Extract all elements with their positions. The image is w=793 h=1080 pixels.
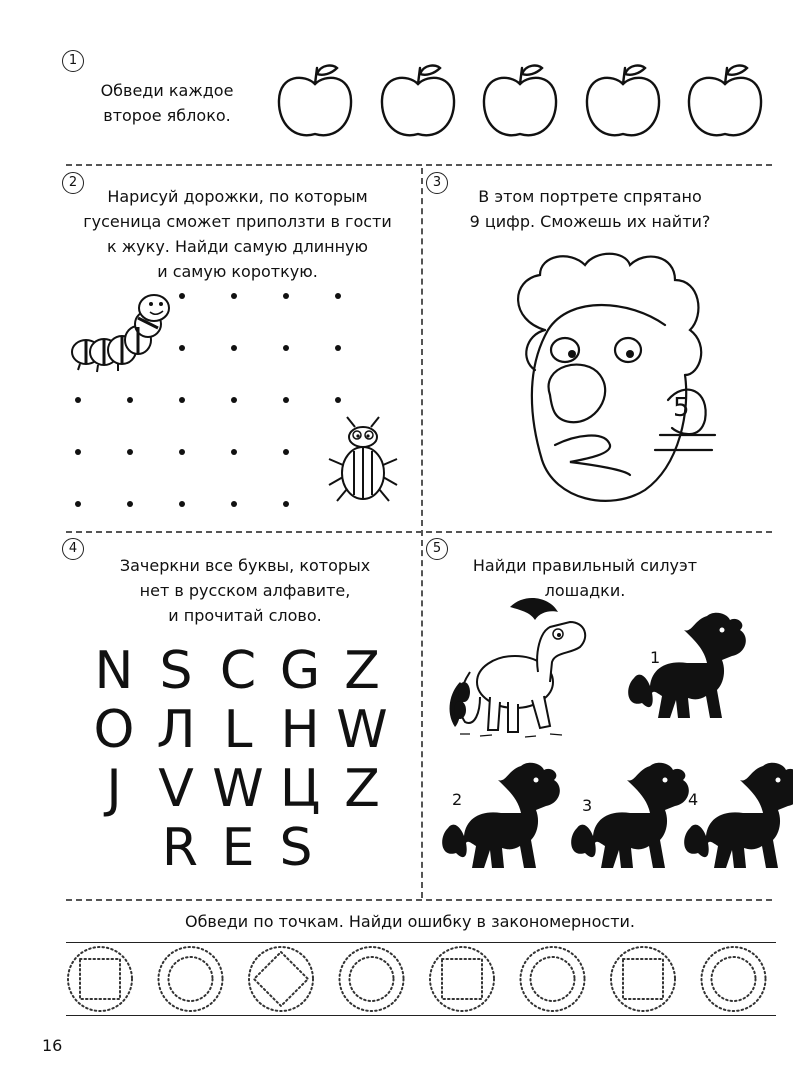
task1-line-2: второе яблоко.	[103, 106, 231, 125]
pattern-cell[interactable]	[68, 947, 132, 1011]
task4-line-3: и прочитай слово.	[168, 606, 322, 625]
grid-dot[interactable]	[231, 501, 237, 507]
horse-drawing	[440, 592, 590, 742]
task5-line-2: лошадки.	[544, 581, 626, 600]
horse-silhouette-4[interactable]	[678, 758, 793, 878]
pattern-cell[interactable]	[159, 947, 223, 1011]
task2-line-3: к жуку. Найди самую длинную	[107, 237, 368, 256]
beetle-icon	[325, 415, 405, 505]
task2-line-2: гусеница сможет приползти в гости	[83, 212, 392, 231]
grid-dot[interactable]	[127, 449, 133, 455]
caterpillar-icon	[66, 290, 186, 380]
letter[interactable]: S	[279, 818, 313, 878]
task5-line-1: Найди правильный силуэт	[472, 556, 698, 575]
task4-instruction	[80, 553, 410, 628]
task6-instruction: Обведи по точкам. Найди ошибку в закономерности.	[184, 912, 636, 931]
letter[interactable]: W	[212, 759, 264, 819]
letter[interactable]: G	[279, 641, 321, 701]
pattern-cell[interactable]	[430, 947, 494, 1011]
grid-dot[interactable]	[75, 397, 81, 403]
grid-dot[interactable]	[179, 345, 185, 351]
divider-bottom	[66, 899, 772, 901]
task4-line-1: Зачеркни все буквы, которых	[119, 556, 371, 575]
pattern-bottom-line	[66, 1015, 776, 1016]
task3-line-2: 9 цифр. Сможешь их найти?	[469, 212, 711, 231]
grid-dot[interactable]	[283, 293, 289, 299]
grid-dot[interactable]	[231, 449, 237, 455]
pattern-cell[interactable]	[340, 947, 404, 1011]
task2-line-4: и самую короткую.	[157, 262, 318, 281]
horse-silhouette-3[interactable]	[565, 758, 695, 878]
grid-dot[interactable]	[283, 449, 289, 455]
letter[interactable]: Z	[344, 759, 380, 819]
grid-dot[interactable]	[231, 397, 237, 403]
letter[interactable]: R	[161, 818, 199, 878]
letter[interactable]: W	[336, 700, 388, 760]
divider-middle-vertical	[421, 168, 423, 898]
grid-dot[interactable]	[335, 397, 341, 403]
letter[interactable]: L	[223, 700, 253, 760]
grid-dot[interactable]	[179, 449, 185, 455]
task1-instruction	[82, 78, 252, 128]
page-number: 16	[42, 1036, 63, 1055]
task3-line-1: В этом портрете спрятано	[478, 187, 702, 206]
grid-dot[interactable]	[283, 345, 289, 351]
task2-instruction	[60, 184, 415, 284]
letter[interactable]: E	[221, 818, 255, 878]
letter-row	[88, 701, 388, 760]
grid-dot[interactable]	[283, 501, 289, 507]
grid-dot[interactable]	[335, 293, 341, 299]
task-number-2: 2	[62, 172, 84, 194]
letter-grid	[88, 642, 388, 878]
grid-dot[interactable]	[179, 293, 185, 299]
task-number-1: 1	[62, 50, 84, 72]
letter[interactable]: Z	[344, 641, 380, 701]
task-number-3: 3	[426, 172, 448, 194]
apple-icon[interactable]	[378, 62, 458, 144]
pattern-cell[interactable]	[521, 947, 585, 1011]
letter[interactable]: Л	[156, 700, 196, 760]
clown-portrait	[500, 250, 720, 510]
apple-icon[interactable]	[275, 62, 355, 144]
choice-label-4: 4	[688, 790, 699, 809]
task2-line-1: Нарисуй дорожки, по которым	[107, 187, 368, 206]
letter-row	[88, 819, 388, 878]
letter[interactable]: О	[93, 700, 135, 760]
choice-label-3: 3	[582, 796, 593, 815]
task4-line-2: нет в русском алфавите,	[139, 581, 351, 600]
pattern-top-line	[66, 942, 776, 943]
pattern-cell[interactable]	[702, 947, 766, 1011]
apple-icon[interactable]	[480, 62, 560, 144]
divider-top	[66, 164, 772, 166]
pattern-cell[interactable]	[611, 947, 675, 1011]
dotted-shape-pattern[interactable]	[62, 944, 782, 1014]
letter[interactable]: H	[280, 700, 320, 760]
task-number-4: 4	[62, 538, 84, 560]
letter-row	[88, 642, 388, 701]
letter[interactable]: C	[219, 641, 257, 701]
grid-dot[interactable]	[179, 501, 185, 507]
letter[interactable]: V	[158, 759, 194, 819]
letter-row	[88, 760, 388, 819]
letter[interactable]: Ц	[279, 759, 321, 819]
task-number-5: 5	[426, 538, 448, 560]
choice-label-1: 1	[650, 648, 661, 667]
grid-dot[interactable]	[75, 501, 81, 507]
horse-silhouette-1[interactable]	[622, 608, 752, 728]
task1-line-1: Обведи каждое	[100, 81, 234, 100]
task3-instruction	[440, 184, 740, 234]
divider-middle	[66, 531, 772, 533]
pattern-cell[interactable]	[249, 947, 313, 1011]
grid-dot[interactable]	[231, 293, 237, 299]
grid-dot[interactable]	[127, 397, 133, 403]
horse-silhouette-2[interactable]	[436, 758, 566, 878]
letter[interactable]: S	[159, 641, 193, 701]
choice-label-2: 2	[452, 790, 463, 809]
apple-icon[interactable]	[685, 62, 765, 144]
grid-dot[interactable]	[127, 501, 133, 507]
hidden-digit-5: 5	[673, 393, 690, 423]
grid-dot[interactable]	[231, 345, 237, 351]
apple-icon[interactable]	[583, 62, 663, 144]
grid-dot[interactable]	[75, 449, 81, 455]
letter[interactable]: N	[94, 641, 134, 701]
grid-dot[interactable]	[283, 397, 289, 403]
letter[interactable]: J	[106, 759, 122, 819]
grid-dot[interactable]	[179, 397, 185, 403]
grid-dot[interactable]	[335, 345, 341, 351]
